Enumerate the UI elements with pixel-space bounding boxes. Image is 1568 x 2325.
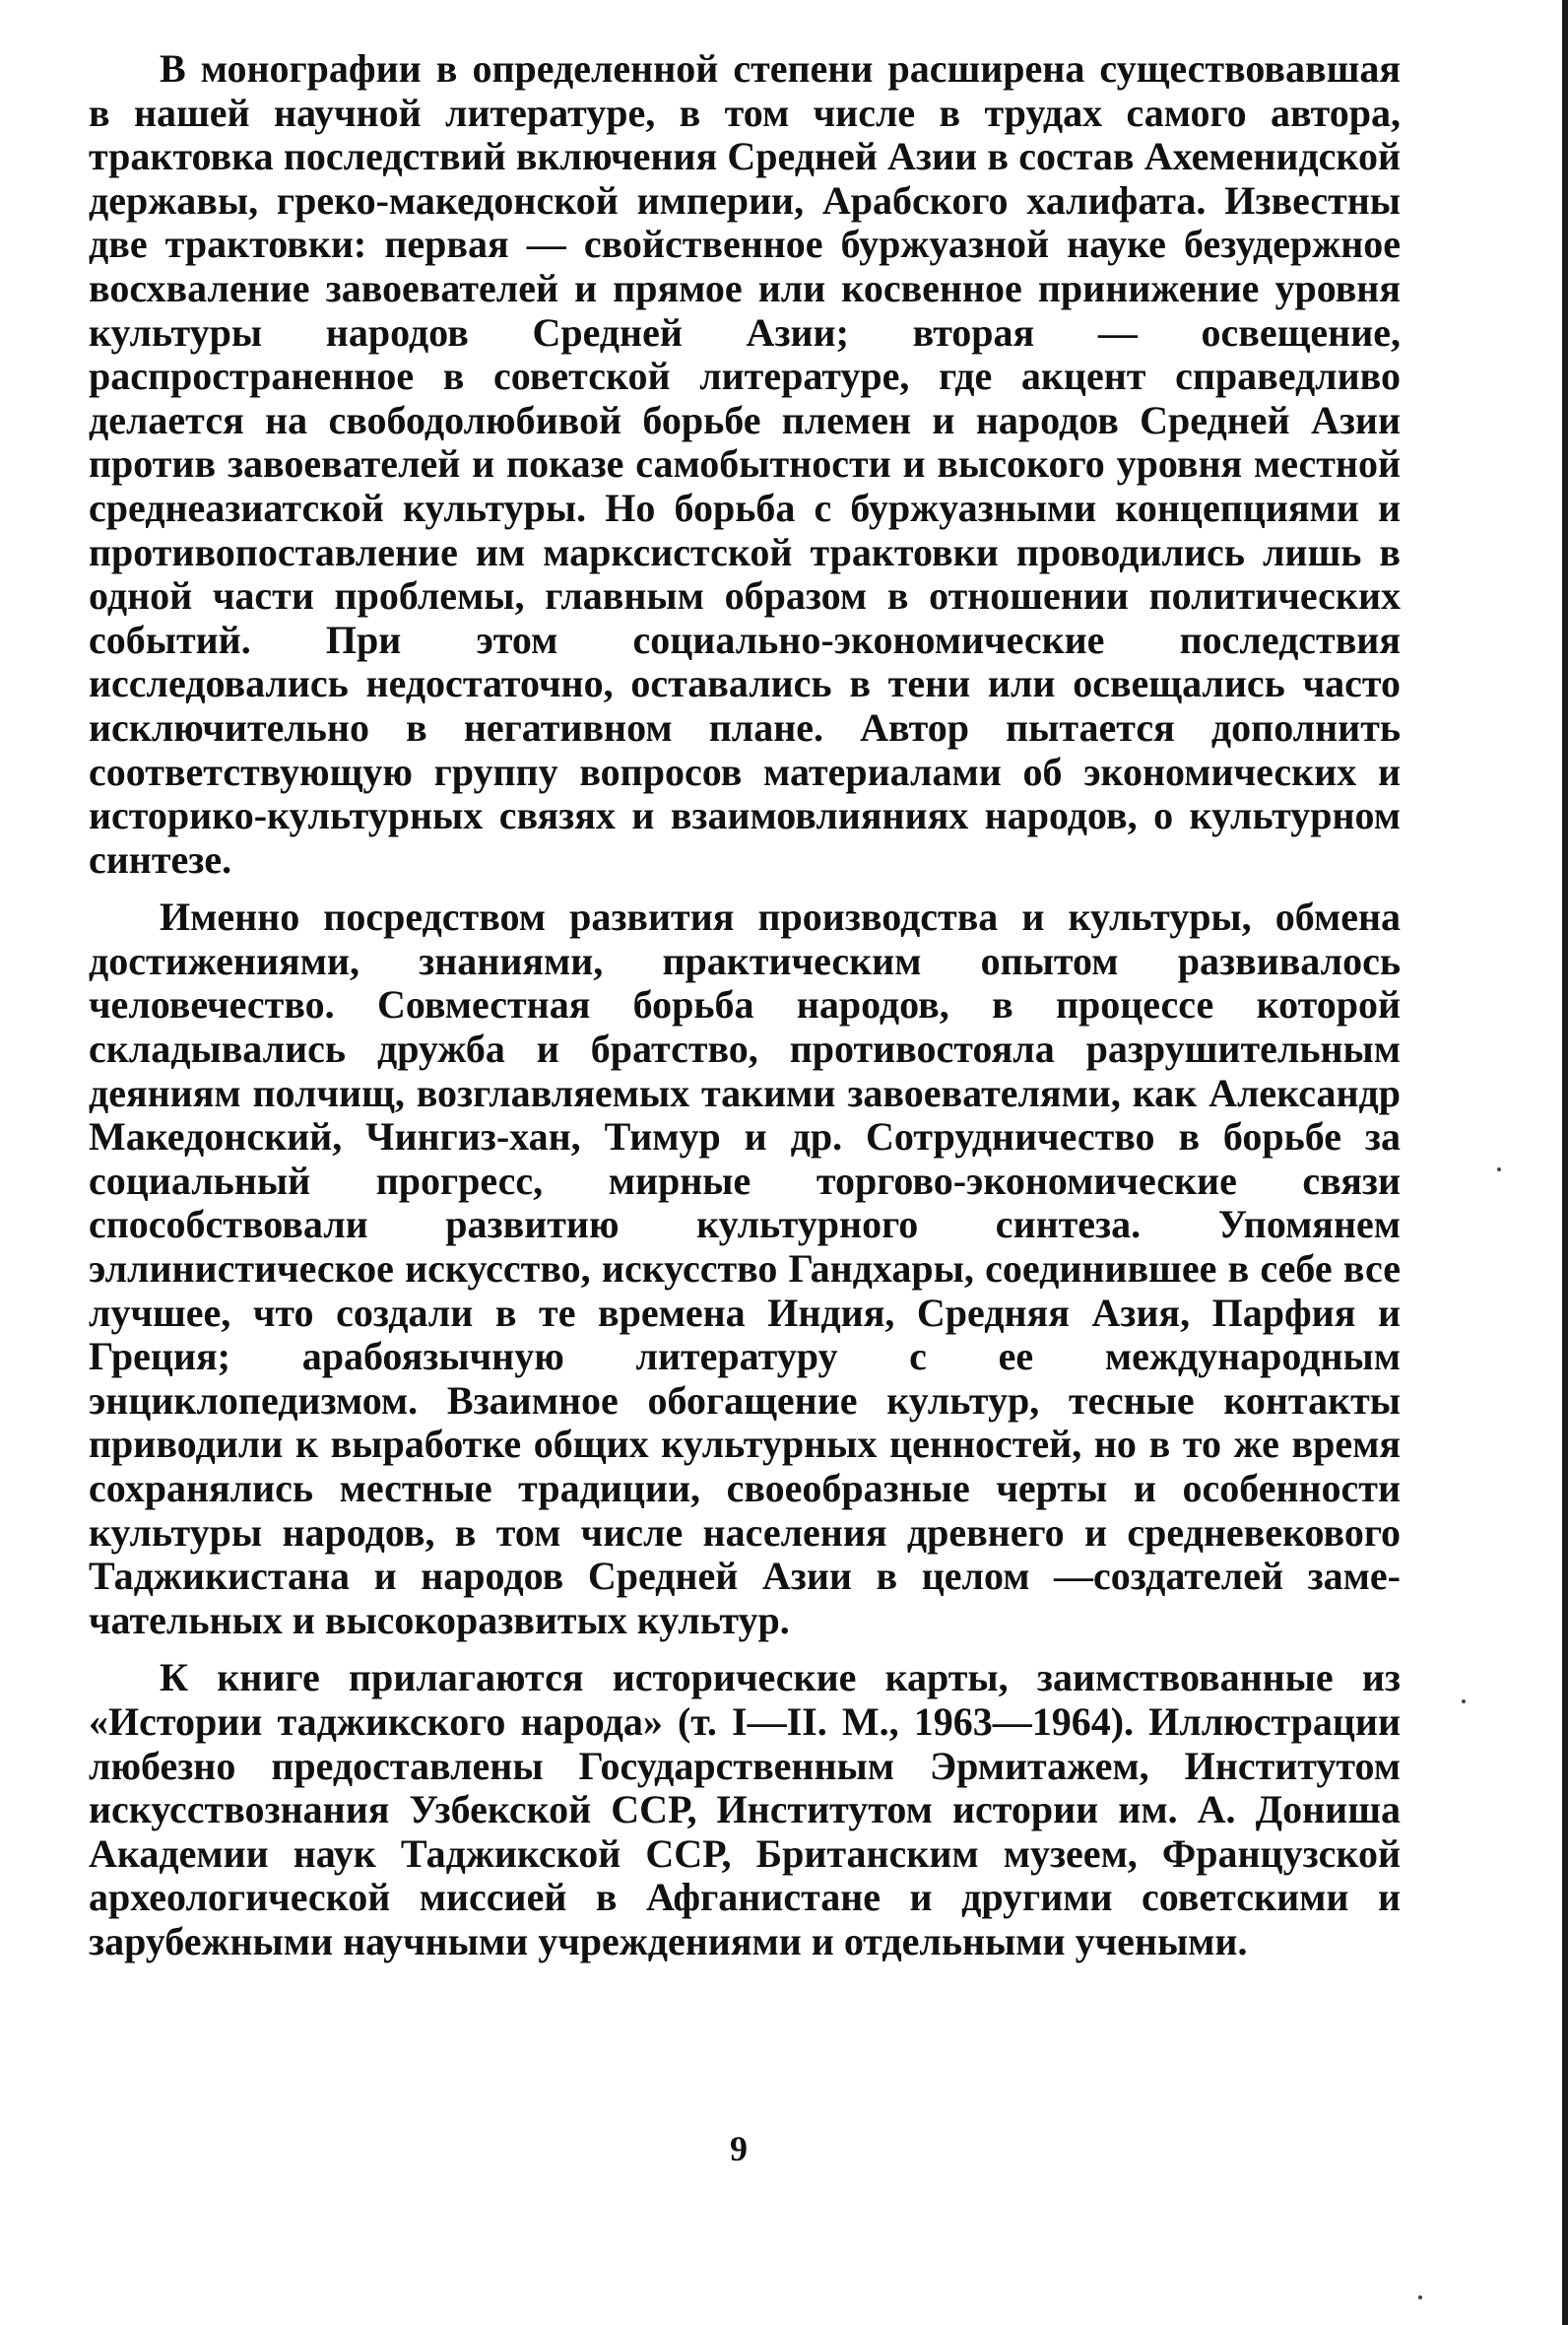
paragraph-cultural-synthesis: Именно посредством развития производства и культуры, обмена достижениями, знаниями, практическим опытом развивалось человечество. Совместная борьба народов, в процессе которой складывались дружба и братство, противостояла разрушительным деяниям полчищ, возглавляемых такими завоевателями, как Александр Македонский, Чингиз-хан, Тимур и др. Сотрудничество в борьбе за социальный прогресс, мирные торгово-экономические связи способствовали развитию культурного синтеза. Упомянем эллинистическое искусство, искусство Гандхары, соединившее в себе все лучшее, что создали в те времена Индия, Средняя Азия, Парфия и Греция; арабоязычную литературу с ее международным энциклопедизмом. Взаимное обогащение культур, тесные контакты приводили к выработке общих культурных ценностей, но в то же время сохранялись местные традиции, своеобразные черты и особенности культуры народов, в том числе населения древнего и средневекового Таджикистана и народов Средней Азии в целом —создателей замечательных и высокоразвитых культур. xyxy=(89,895,1401,1642)
paragraph-illustrations-credits: К книге прилагаются исторические карты, заимствованные из «Истории таджикского народа» (т. I—II. М., 1963—1964). Иллюстрации любезно предоставлены Государственным Эрмитажем, Институтом искусствознания Узбекской ССР, Институтом истории им. А. Дониша Академии наук Таджикской ССР, Британским музеем, Французской археологической миссией в Афганистане и другими советскими и зарубежными научными учреждениями и отдельными учеными. xyxy=(89,1655,1401,1963)
page-number: 9 xyxy=(730,2129,748,2168)
paragraph-monograph-interpretation: В монографии в определенной степени расширена существовавшая в нашей научной литературе, в том числе в трудах самого автора, трактовка последствий включения Средней Азии в состав Ахеменидской державы, греко-македонской империи, Арабского халифата. Известны две трактовки: первая — свойственное буржуазной науке безудержное восхваление завоевателей и прямое или косвенное принижение уровня культуры народов Средней Азии; вторая — освещение, распространенное в советской литературе, где акцент справедливо делается на свободолюбивой борьбе племен и народов Средней Азии против завоевателей и показе самобытности и высокого уровня местной среднеазиатской культуры. Но борьба с буржуазными концепциями и противопоставление им марксистской трактовки проводились лишь в одной части проблемы, главным образом в отношении политических событий. При этом социально-экономические последствия исследовались недостаточно, оставались в тени или освещались часто исключительно в негативном плане. Автор пытается дополнить соответствующую группу вопросов материалами об экономических и историко-культурных связях и взаимовлияниях народов, о культурном синтезе. xyxy=(89,46,1401,882)
scan-speck xyxy=(1462,1699,1466,1703)
page-edge-shadow xyxy=(1562,0,1568,2325)
body-text xyxy=(89,47,1401,1978)
scan-speck xyxy=(1497,1167,1501,1171)
scan-speck xyxy=(1418,2295,1422,2299)
